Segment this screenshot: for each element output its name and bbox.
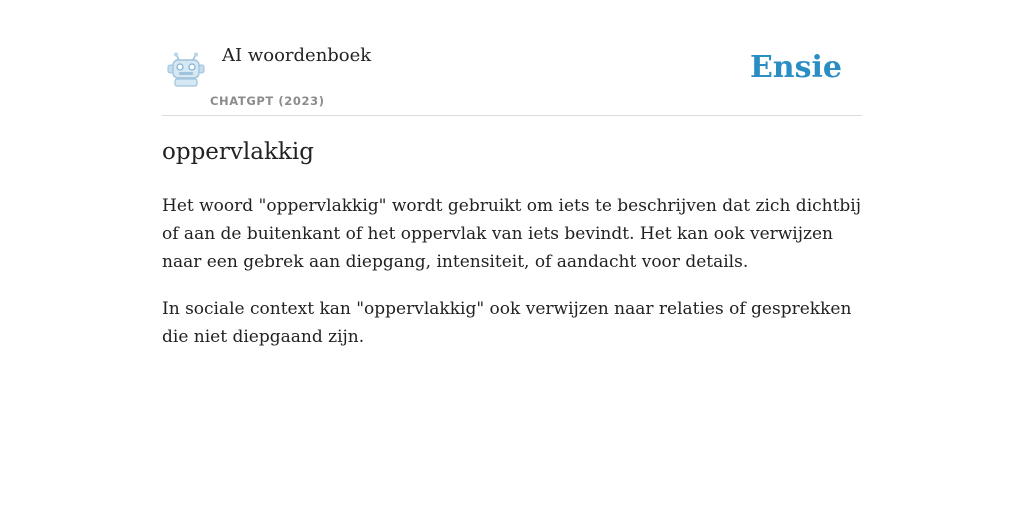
entry-term: oppervlakkig <box>162 139 314 165</box>
dictionary-title: AI woordenboek <box>222 45 372 66</box>
definition-paragraph: Het woord "oppervlakkig" wordt gebruikt om iets te beschrijven dat zich dichtbij of aan de buitenkant of het oppervlak van iets bevindt. Het kan ook verwijzen naar een gebrek aan diepgang, intensiteit, of aandacht voor details. <box>162 196 862 272</box>
definition-paragraph: In sociale context kan "oppervlakkig" ook verwijzen naar relaties of gesprekken die niet diepgaand zijn. <box>162 299 852 347</box>
dictionary-source: CHATGPT (2023) <box>210 94 325 108</box>
header <box>162 0 862 116</box>
robot-icon <box>166 52 206 88</box>
brand-logo-link[interactable]: Ensie <box>749 50 842 85</box>
content-container <box>162 0 862 347</box>
